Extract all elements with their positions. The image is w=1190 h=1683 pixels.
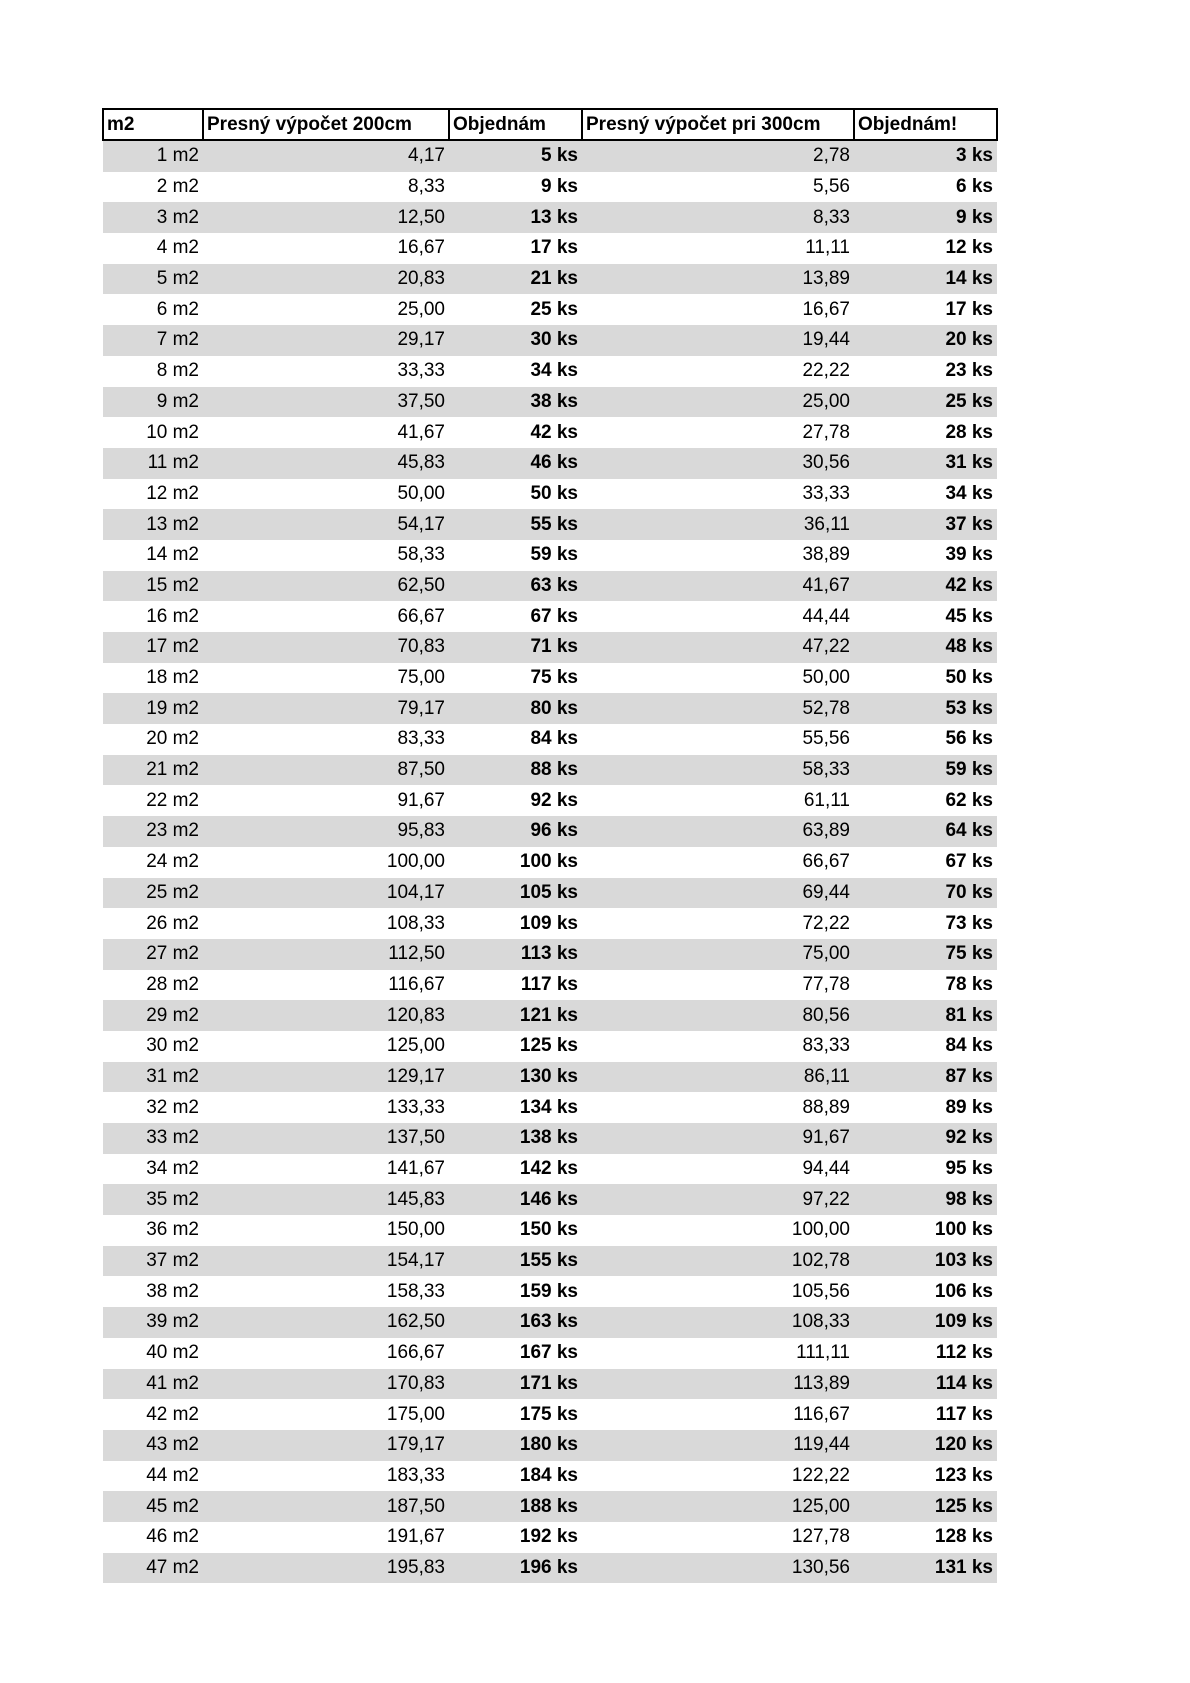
order-300cm-cell: 20 ks	[854, 325, 997, 356]
exact-300cm-cell: 36,11	[582, 509, 854, 540]
exact-200cm-cell: 104,17	[203, 878, 449, 909]
table-row	[103, 1307, 997, 1338]
area-cell: 41 m2	[103, 1369, 203, 1400]
table-row	[103, 1491, 997, 1522]
table-row	[103, 1031, 997, 1062]
area-cell: 9 m2	[103, 387, 203, 418]
area-cell: 28 m2	[146, 973, 199, 995]
exact-200cm-cell: 29,17	[203, 325, 449, 356]
area-cell: 10 m2	[146, 421, 199, 443]
exact-200cm-cell: 166,67	[386, 1342, 445, 1364]
order-200cm-cell: 71 ks	[449, 632, 582, 663]
exact-200cm-cell: 137,50	[203, 1123, 449, 1154]
table-row	[103, 785, 997, 816]
area-cell: 14 m2	[146, 544, 199, 566]
area-cell: 39 m2	[103, 1307, 203, 1338]
order-300cm-cell: 37 ks	[854, 509, 997, 540]
exact-300cm-cell: 94,44	[802, 1158, 850, 1180]
exact-300cm-cell: 2,78	[582, 140, 854, 172]
order-200cm-cell: 146 ks	[449, 1184, 582, 1215]
table-row	[103, 1399, 997, 1430]
order-200cm-cell: 5 ks	[449, 140, 582, 172]
table-row	[103, 294, 997, 325]
table-row	[103, 325, 997, 356]
exact-300cm-cell: 33,33	[802, 482, 850, 504]
exact-300cm-cell: 97,22	[582, 1184, 854, 1215]
order-200cm-cell: 105 ks	[449, 878, 582, 909]
area-cell: 15 m2	[103, 571, 203, 602]
exact-300cm-cell: 111,11	[796, 1342, 850, 1364]
exact-300cm-cell: 125,00	[582, 1491, 854, 1522]
order-200cm-cell: 167 ks	[519, 1342, 578, 1364]
exact-300cm-cell: 108,33	[582, 1307, 854, 1338]
order-200cm-cell: 38 ks	[449, 387, 582, 418]
order-200cm-cell: 180 ks	[449, 1430, 582, 1461]
exact-300cm-cell: 16,67	[802, 298, 850, 320]
order-300cm-cell: 48 ks	[854, 632, 997, 663]
order-300cm-cell: 17 ks	[945, 298, 993, 320]
area-cell: 45 m2	[103, 1491, 203, 1522]
header-order-300cm: Objednám!	[854, 109, 997, 140]
exact-300cm-cell: 113,89	[582, 1369, 854, 1400]
area-cell: 19 m2	[103, 693, 203, 724]
exact-200cm-cell: 16,67	[397, 237, 445, 259]
table-row	[103, 1215, 997, 1246]
exact-200cm-cell: 145,83	[203, 1184, 449, 1215]
exact-200cm-cell: 175,00	[386, 1403, 445, 1425]
table-row	[103, 1430, 997, 1461]
area-cell: 36 m2	[146, 1219, 199, 1241]
table-row	[103, 693, 997, 724]
order-200cm-cell: 13 ks	[449, 202, 582, 233]
exact-200cm-cell: 116,67	[388, 973, 445, 995]
area-cell: 20 m2	[146, 728, 199, 750]
order-300cm-cell: 112 ks	[935, 1342, 993, 1364]
area-cell: 42 m2	[146, 1403, 199, 1425]
exact-200cm-cell: 154,17	[203, 1246, 449, 1277]
exact-300cm-cell: 27,78	[802, 421, 850, 443]
order-200cm-cell: 80 ks	[449, 693, 582, 724]
table-row	[103, 1276, 997, 1307]
area-cell: 22 m2	[146, 789, 199, 811]
table-row	[103, 233, 997, 264]
exact-300cm-cell: 91,67	[582, 1123, 854, 1154]
exact-300cm-cell: 66,67	[802, 851, 850, 873]
exact-300cm-cell: 102,78	[582, 1246, 854, 1277]
table-row	[103, 939, 997, 970]
table-row	[103, 1246, 997, 1277]
area-cell: 33 m2	[103, 1123, 203, 1154]
area-cell: 32 m2	[146, 1096, 199, 1118]
order-300cm-cell: 70 ks	[854, 878, 997, 909]
order-200cm-cell: 84 ks	[530, 728, 578, 750]
header-m2: m2	[103, 109, 203, 140]
exact-300cm-cell: 86,11	[582, 1062, 854, 1093]
exact-300cm-cell: 105,56	[791, 1280, 850, 1302]
order-300cm-cell: 25 ks	[854, 387, 997, 418]
table-row	[103, 755, 997, 786]
order-300cm-cell: 45 ks	[945, 605, 993, 627]
order-300cm-cell: 125 ks	[854, 1491, 997, 1522]
area-cell: 24 m2	[146, 851, 199, 873]
table-row	[103, 387, 997, 418]
order-300cm-cell: 109 ks	[854, 1307, 997, 1338]
order-300cm-cell: 103 ks	[854, 1246, 997, 1277]
table-row	[103, 140, 997, 172]
exact-200cm-cell: 37,50	[203, 387, 449, 418]
table-row	[103, 1000, 997, 1031]
area-cell: 12 m2	[146, 482, 199, 504]
exact-300cm-cell: 127,78	[791, 1526, 850, 1548]
order-200cm-cell: 159 ks	[519, 1280, 578, 1302]
exact-200cm-cell: 83,33	[397, 728, 445, 750]
exact-300cm-cell: 19,44	[582, 325, 854, 356]
order-200cm-cell: 196 ks	[449, 1553, 582, 1584]
order-calculation-table	[102, 108, 998, 1583]
order-200cm-cell: 21 ks	[449, 264, 582, 295]
order-200cm-cell: 130 ks	[449, 1062, 582, 1093]
order-300cm-cell: 131 ks	[854, 1553, 997, 1584]
order-200cm-cell: 163 ks	[449, 1307, 582, 1338]
area-cell: 38 m2	[146, 1280, 199, 1302]
order-200cm-cell: 25 ks	[530, 298, 578, 320]
table-row	[103, 1123, 997, 1154]
order-200cm-cell: 121 ks	[449, 1000, 582, 1031]
exact-200cm-cell: 4,17	[203, 140, 449, 172]
order-300cm-cell: 100 ks	[934, 1219, 993, 1241]
table-row	[103, 479, 997, 510]
exact-200cm-cell: 162,50	[203, 1307, 449, 1338]
area-cell: 27 m2	[103, 939, 203, 970]
table-row	[103, 264, 997, 295]
order-200cm-cell: 55 ks	[449, 509, 582, 540]
exact-300cm-cell: 75,00	[582, 939, 854, 970]
order-200cm-cell: 192 ks	[519, 1526, 578, 1548]
exact-300cm-cell: 88,89	[802, 1096, 850, 1118]
order-300cm-cell: 95 ks	[945, 1158, 993, 1180]
exact-300cm-cell: 22,22	[802, 360, 850, 382]
area-cell: 43 m2	[103, 1430, 203, 1461]
table-row	[103, 1522, 997, 1553]
exact-300cm-cell: 41,67	[582, 571, 854, 602]
order-300cm-cell: 6 ks	[956, 176, 993, 198]
order-300cm-cell: 67 ks	[945, 851, 993, 873]
order-300cm-cell: 23 ks	[945, 360, 993, 382]
exact-300cm-cell: 5,56	[813, 176, 850, 198]
exact-300cm-cell: 69,44	[582, 878, 854, 909]
order-200cm-cell: 30 ks	[449, 325, 582, 356]
order-200cm-cell: 188 ks	[449, 1491, 582, 1522]
exact-200cm-cell: 195,83	[203, 1553, 449, 1584]
exact-200cm-cell: 87,50	[203, 755, 449, 786]
order-300cm-cell: 117 ks	[935, 1403, 993, 1425]
order-300cm-cell: 3 ks	[854, 140, 997, 172]
area-cell: 13 m2	[103, 509, 203, 540]
area-cell: 37 m2	[103, 1246, 203, 1277]
order-200cm-cell: 117 ks	[520, 973, 578, 995]
exact-300cm-cell: 116,67	[793, 1403, 850, 1425]
exact-200cm-cell: 12,50	[203, 202, 449, 233]
table-row	[103, 1369, 997, 1400]
exact-300cm-cell: 44,44	[802, 605, 850, 627]
order-200cm-cell: 109 ks	[519, 912, 578, 934]
table-row	[103, 878, 997, 909]
exact-300cm-cell: 11,11	[805, 237, 850, 259]
area-cell: 47 m2	[103, 1553, 203, 1584]
order-200cm-cell: 46 ks	[449, 448, 582, 479]
exact-200cm-cell: 191,67	[386, 1526, 445, 1548]
order-200cm-cell: 142 ks	[519, 1158, 578, 1180]
order-200cm-cell: 155 ks	[449, 1246, 582, 1277]
order-300cm-cell: 50 ks	[945, 667, 993, 689]
order-300cm-cell: 64 ks	[854, 816, 997, 847]
exact-300cm-cell: 25,00	[582, 387, 854, 418]
area-cell: 30 m2	[146, 1035, 199, 1057]
area-cell: 31 m2	[103, 1062, 203, 1093]
exact-300cm-cell: 58,33	[582, 755, 854, 786]
order-200cm-cell: 63 ks	[449, 571, 582, 602]
order-200cm-cell: 34 ks	[530, 360, 578, 382]
order-200cm-cell: 9 ks	[541, 176, 578, 198]
exact-300cm-cell: 13,89	[582, 264, 854, 295]
order-200cm-cell: 175 ks	[519, 1403, 578, 1425]
area-cell: 35 m2	[103, 1184, 203, 1215]
exact-200cm-cell: 179,17	[203, 1430, 449, 1461]
area-cell: 17 m2	[103, 632, 203, 663]
order-300cm-cell: 42 ks	[854, 571, 997, 602]
order-300cm-cell: 87 ks	[854, 1062, 997, 1093]
exact-200cm-cell: 158,33	[386, 1280, 445, 1302]
table-row	[103, 571, 997, 602]
area-cell: 4 m2	[156, 237, 199, 259]
exact-200cm-cell: 50,00	[397, 482, 445, 504]
exact-200cm-cell: 150,00	[386, 1219, 445, 1241]
order-200cm-cell: 184 ks	[519, 1464, 578, 1486]
order-200cm-cell: 113 ks	[449, 939, 582, 970]
area-cell: 11 m2	[103, 448, 203, 479]
order-200cm-cell: 134 ks	[519, 1096, 578, 1118]
spreadsheet-table-container	[102, 108, 998, 1583]
order-200cm-cell: 138 ks	[449, 1123, 582, 1154]
order-300cm-cell: 12 ks	[945, 237, 993, 259]
order-200cm-cell: 92 ks	[530, 789, 578, 811]
exact-200cm-cell: 100,00	[386, 851, 445, 873]
order-300cm-cell: 78 ks	[945, 973, 993, 995]
order-300cm-cell: 123 ks	[934, 1464, 993, 1486]
order-200cm-cell: 88 ks	[449, 755, 582, 786]
exact-200cm-cell: 58,33	[397, 544, 445, 566]
order-300cm-cell: 34 ks	[945, 482, 993, 504]
order-300cm-cell: 39 ks	[945, 544, 993, 566]
exact-300cm-cell: 80,56	[582, 1000, 854, 1031]
order-200cm-cell: 50 ks	[530, 482, 578, 504]
table-row	[103, 970, 997, 1001]
exact-200cm-cell: 79,17	[203, 693, 449, 724]
table-row	[103, 1553, 997, 1584]
area-cell: 26 m2	[146, 912, 199, 934]
order-300cm-cell: 28 ks	[945, 421, 993, 443]
order-200cm-cell: 150 ks	[519, 1219, 578, 1241]
order-300cm-cell: 73 ks	[945, 912, 993, 934]
table-row	[103, 847, 997, 878]
exact-300cm-cell: 77,78	[802, 973, 850, 995]
area-cell: 8 m2	[156, 360, 199, 382]
exact-300cm-cell: 122,22	[791, 1464, 850, 1486]
exact-300cm-cell: 30,56	[582, 448, 854, 479]
exact-200cm-cell: 41,67	[397, 421, 445, 443]
exact-200cm-cell: 33,33	[397, 360, 445, 382]
area-cell: 3 m2	[103, 202, 203, 233]
order-300cm-cell: 56 ks	[945, 728, 993, 750]
table-row	[103, 509, 997, 540]
table-row	[103, 724, 997, 755]
exact-200cm-cell: 20,83	[203, 264, 449, 295]
exact-300cm-cell: 61,11	[803, 789, 850, 811]
order-300cm-cell: 114 ks	[854, 1369, 997, 1400]
table-row	[103, 908, 997, 939]
area-cell: 1 m2	[103, 140, 203, 172]
order-200cm-cell: 125 ks	[519, 1035, 578, 1057]
table-row	[103, 1092, 997, 1123]
order-200cm-cell: 96 ks	[449, 816, 582, 847]
exact-300cm-cell: 8,33	[582, 202, 854, 233]
exact-200cm-cell: 25,00	[397, 298, 445, 320]
area-cell: 44 m2	[146, 1464, 199, 1486]
exact-300cm-cell: 47,22	[582, 632, 854, 663]
table-row	[103, 663, 997, 694]
order-200cm-cell: 17 ks	[530, 237, 578, 259]
area-cell: 46 m2	[146, 1526, 199, 1548]
exact-200cm-cell: 125,00	[386, 1035, 445, 1057]
table-row	[103, 1062, 997, 1093]
order-200cm-cell: 42 ks	[530, 421, 578, 443]
area-cell: 34 m2	[146, 1158, 199, 1180]
exact-300cm-cell: 100,00	[791, 1219, 850, 1241]
exact-300cm-cell: 50,00	[802, 667, 850, 689]
exact-200cm-cell: 62,50	[203, 571, 449, 602]
order-300cm-cell: 92 ks	[854, 1123, 997, 1154]
area-cell: 40 m2	[146, 1342, 199, 1364]
exact-200cm-cell: 108,33	[386, 912, 445, 934]
exact-200cm-cell: 183,33	[386, 1464, 445, 1486]
order-300cm-cell: 84 ks	[945, 1035, 993, 1057]
table-row	[103, 816, 997, 847]
order-300cm-cell: 128 ks	[934, 1526, 993, 1548]
order-300cm-cell: 75 ks	[854, 939, 997, 970]
table-row	[103, 417, 997, 448]
order-300cm-cell: 81 ks	[854, 1000, 997, 1031]
exact-300cm-cell: 130,56	[582, 1553, 854, 1584]
header-order-200cm: Objednám	[449, 109, 582, 140]
exact-200cm-cell: 133,33	[386, 1096, 445, 1118]
exact-300cm-cell: 38,89	[802, 544, 850, 566]
table-row	[103, 540, 997, 571]
exact-300cm-cell: 55,56	[802, 728, 850, 750]
table-row	[103, 172, 997, 203]
order-300cm-cell: 89 ks	[945, 1096, 993, 1118]
exact-300cm-cell: 72,22	[802, 912, 850, 934]
exact-200cm-cell: 170,83	[203, 1369, 449, 1400]
exact-200cm-cell: 91,67	[397, 789, 445, 811]
order-300cm-cell: 106 ks	[934, 1280, 993, 1302]
area-cell: 18 m2	[146, 667, 199, 689]
exact-300cm-cell: 52,78	[582, 693, 854, 724]
exact-300cm-cell: 119,44	[582, 1430, 854, 1461]
order-200cm-cell: 67 ks	[530, 605, 578, 627]
table-row	[103, 1338, 997, 1369]
order-300cm-cell: 9 ks	[854, 202, 997, 233]
table-row	[103, 632, 997, 663]
header-row	[103, 109, 997, 140]
header-exact-300cm: Presný výpočet pri 300cm	[582, 109, 854, 140]
order-200cm-cell: 100 ks	[519, 851, 578, 873]
area-cell: 25 m2	[103, 878, 203, 909]
table-row	[103, 1461, 997, 1492]
area-cell: 5 m2	[103, 264, 203, 295]
area-cell: 7 m2	[103, 325, 203, 356]
exact-300cm-cell: 63,89	[582, 816, 854, 847]
exact-200cm-cell: 129,17	[203, 1062, 449, 1093]
exact-200cm-cell: 95,83	[203, 816, 449, 847]
exact-200cm-cell: 112,50	[203, 939, 449, 970]
exact-200cm-cell: 70,83	[203, 632, 449, 663]
area-cell: 2 m2	[156, 176, 199, 198]
table-row	[103, 1184, 997, 1215]
table-body	[103, 140, 997, 1583]
order-300cm-cell: 62 ks	[945, 789, 993, 811]
exact-200cm-cell: 187,50	[203, 1491, 449, 1522]
order-200cm-cell: 59 ks	[530, 544, 578, 566]
exact-300cm-cell: 83,33	[802, 1035, 850, 1057]
area-cell: 21 m2	[103, 755, 203, 786]
exact-200cm-cell: 8,33	[408, 176, 445, 198]
table-row	[103, 202, 997, 233]
area-cell: 23 m2	[103, 816, 203, 847]
exact-200cm-cell: 45,83	[203, 448, 449, 479]
exact-200cm-cell: 54,17	[203, 509, 449, 540]
exact-200cm-cell: 120,83	[203, 1000, 449, 1031]
order-300cm-cell: 98 ks	[854, 1184, 997, 1215]
table-row	[103, 601, 997, 632]
table-row	[103, 448, 997, 479]
order-200cm-cell: 75 ks	[530, 667, 578, 689]
area-cell: 6 m2	[156, 298, 199, 320]
order-300cm-cell: 14 ks	[854, 264, 997, 295]
exact-200cm-cell: 66,67	[397, 605, 445, 627]
area-cell: 16 m2	[146, 605, 199, 627]
order-300cm-cell: 120 ks	[854, 1430, 997, 1461]
table-row	[103, 1154, 997, 1185]
table-row	[103, 356, 997, 387]
header-exact-200cm: Presný výpočet 200cm	[203, 109, 449, 140]
order-200cm-cell: 171 ks	[449, 1369, 582, 1400]
order-300cm-cell: 53 ks	[854, 693, 997, 724]
exact-200cm-cell: 75,00	[397, 667, 445, 689]
exact-200cm-cell: 141,67	[386, 1158, 445, 1180]
order-300cm-cell: 59 ks	[854, 755, 997, 786]
order-300cm-cell: 31 ks	[854, 448, 997, 479]
area-cell: 29 m2	[103, 1000, 203, 1031]
